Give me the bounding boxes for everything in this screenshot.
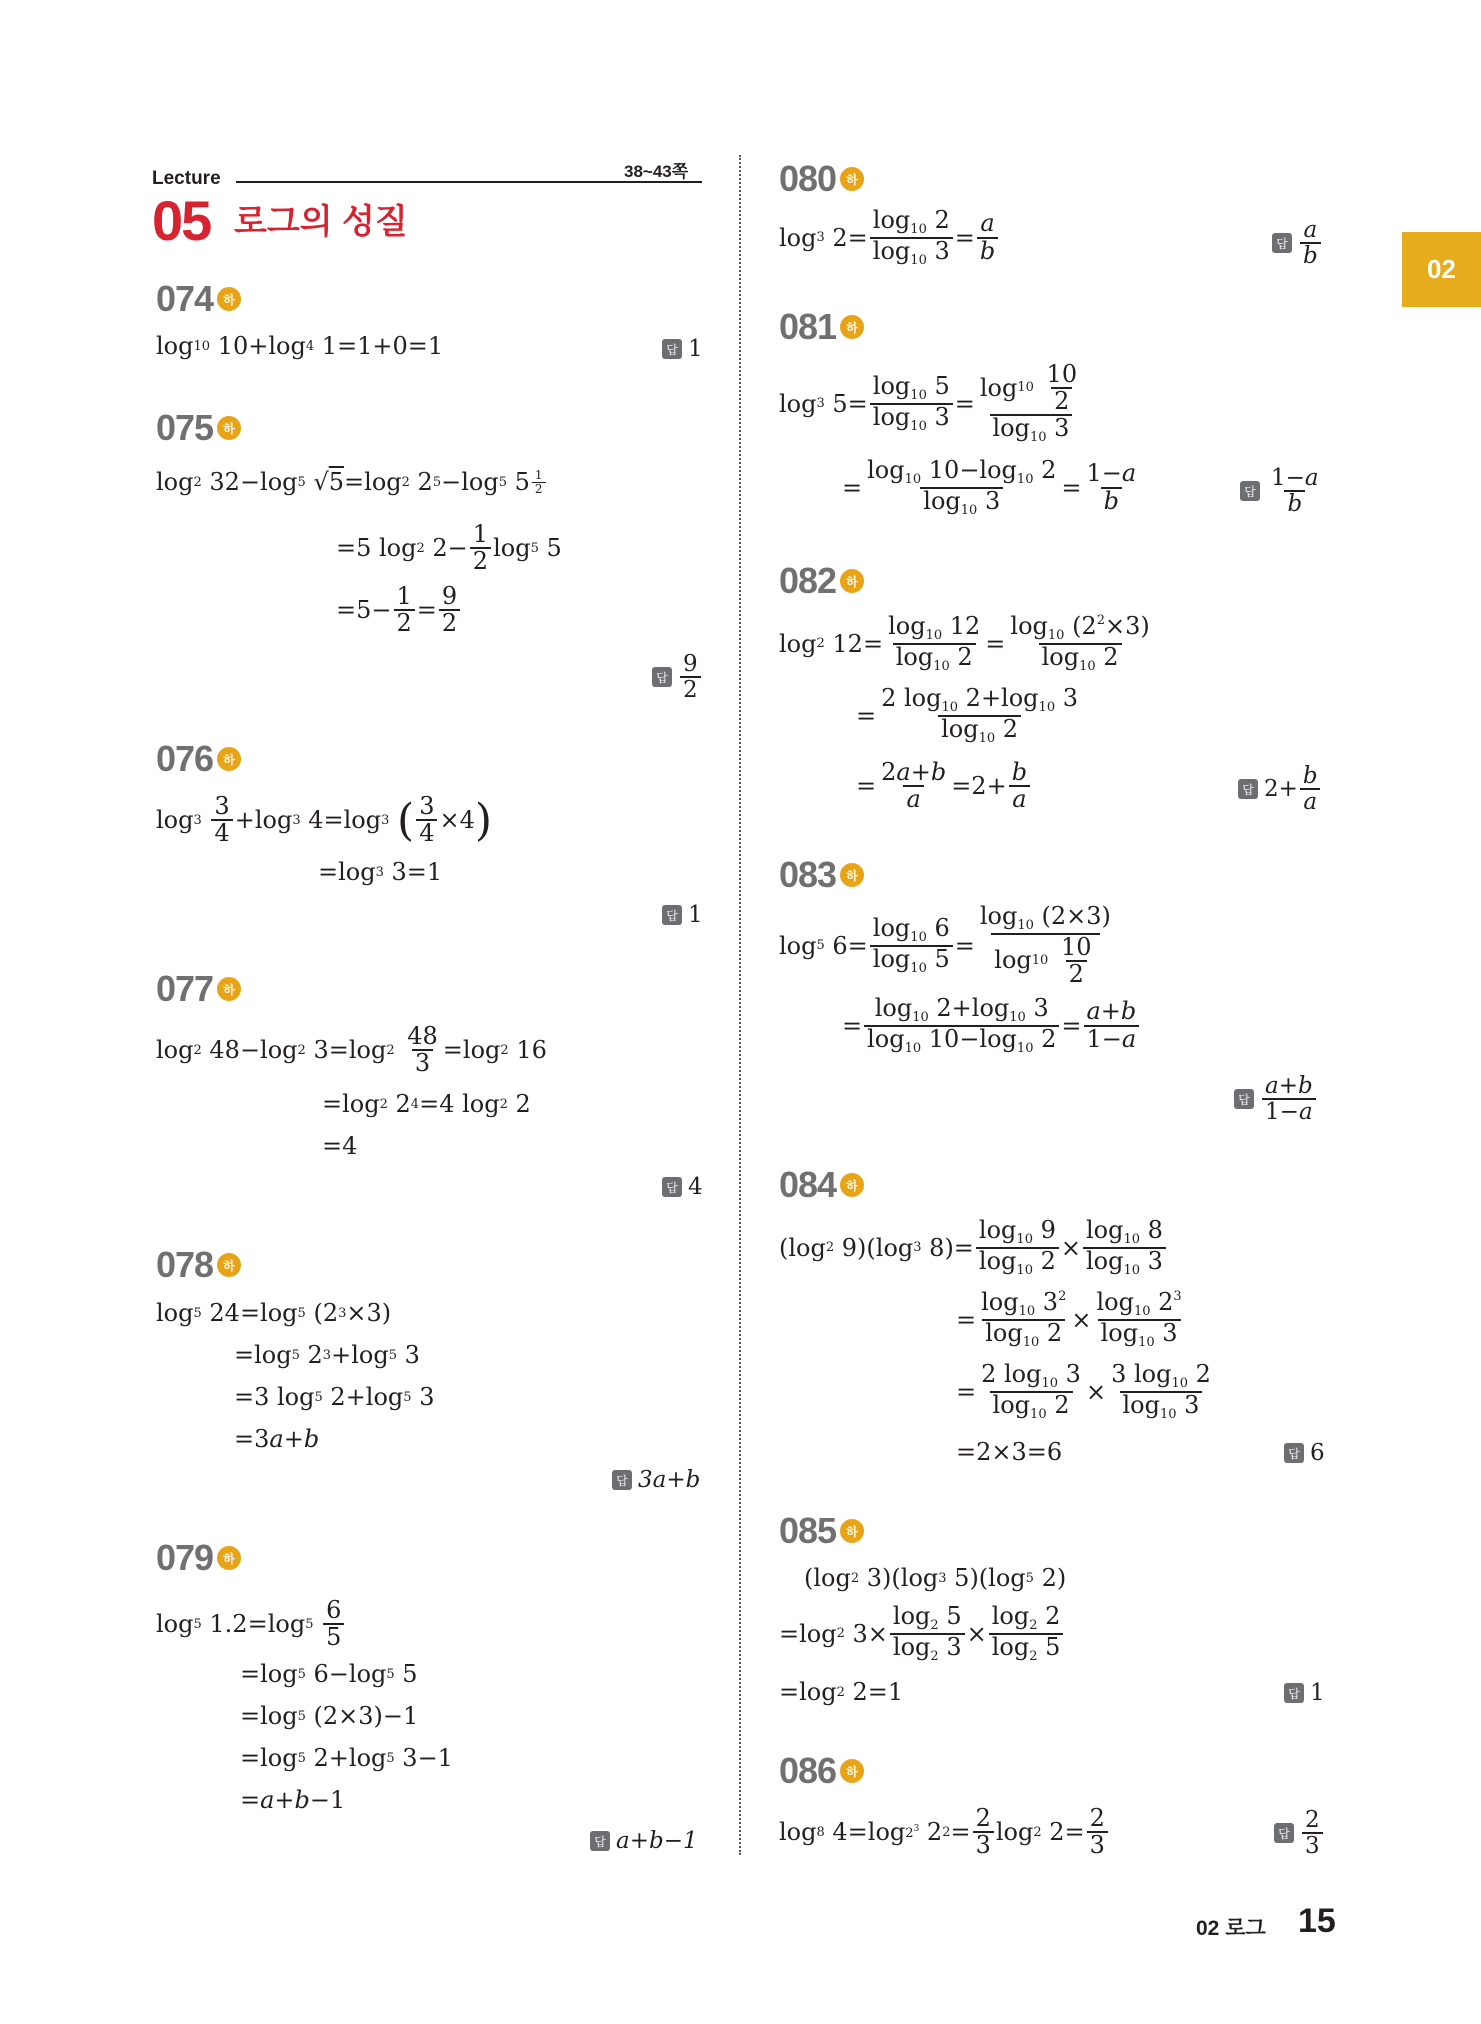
solution-line: = $\frac{\log_{10} 10-\log_{10} 2}{\log_{10} 3}$ = $\frac{1-a}{b}$ xyxy=(842,456,1137,518)
difficulty-badge: 하 xyxy=(840,1519,864,1543)
answer-icon: 답 xyxy=(1284,1443,1304,1463)
problem-number xyxy=(156,1244,241,1286)
answer xyxy=(1240,466,1324,516)
difficulty-badge: 하 xyxy=(840,167,864,191)
solution-line: log 2 12= $\frac{\log_{10} 12}{\log_{10} 2}$ = $\frac{\log_{10} (2^2\times 3)}{\log_{10} 2}$ xyxy=(779,612,1150,674)
answer-value: 3a+b xyxy=(638,1467,701,1493)
problem-number xyxy=(156,407,241,449)
answer-icon: 답 xyxy=(1240,481,1260,501)
difficulty-badge: 하 xyxy=(840,569,864,593)
lecture-number: 05 xyxy=(152,189,211,252)
answer xyxy=(662,336,703,362)
answer xyxy=(612,1467,700,1493)
solution-line: log 10 10+log 4 1=1+0=1 xyxy=(156,332,444,360)
lecture-title: 로그의 성질 xyxy=(234,203,408,241)
difficulty-badge: 하 xyxy=(217,287,241,311)
solution-line: = $\frac{2a+b}{a}$ =2+ $\frac{b}{a}$ xyxy=(856,760,1032,812)
solution-line: =log 5 6−log 5 5 xyxy=(240,1660,418,1688)
problem-id: 082 xyxy=(779,560,837,601)
answer-value: $\frac{9}{2}$ xyxy=(680,652,701,702)
problem-id: 077 xyxy=(156,968,214,1009)
problem-number xyxy=(779,854,864,896)
problem-number xyxy=(779,1510,864,1552)
solution-line: =log 2 2=1 xyxy=(779,1678,904,1706)
answer-icon: 답 xyxy=(662,339,682,359)
difficulty-badge: 하 xyxy=(840,863,864,887)
solution-line: =3 log 5 2+log 5 3 xyxy=(234,1383,435,1411)
answer xyxy=(652,652,703,702)
lecture-label: Lecture xyxy=(152,168,221,189)
answer-icon: 답 xyxy=(662,905,682,925)
answer-value: 2+ $\frac{b}{a}$ xyxy=(1264,764,1323,814)
problem-id: 075 xyxy=(156,407,214,448)
answer-icon: 답 xyxy=(1274,1823,1294,1843)
difficulty-badge: 하 xyxy=(840,1759,864,1783)
chapter-side-tab-label: 02 xyxy=(1427,254,1456,284)
solution-line: log 3 5= $\frac{\log_{10} 5}{\log_{10} 3}$ = log 10 $\frac{10}{2}$ $\log_{10} 3$ xyxy=(779,360,1078,446)
solution-line: =4 xyxy=(322,1132,358,1160)
solution-line: = $\frac{\log_{10} 2+\log_{10} 3}{\log_{10} 10-\log_{10} 2}$ = $\frac{a+b}{1-a}$ xyxy=(842,996,1141,1055)
chapter-side-tab xyxy=(1402,232,1481,307)
solution-line: =5 log 2 2− $\frac{1}{2}$ log 5 5 xyxy=(336,520,562,576)
page-range: 38~43쪽 xyxy=(624,162,689,181)
difficulty-badge: 하 xyxy=(217,977,241,1001)
solution-line: =log 2 2 4 =4 log 2 2 xyxy=(322,1090,531,1118)
answer xyxy=(1238,764,1323,814)
answer-icon: 답 xyxy=(612,1470,632,1490)
solution-line: =log 5 (2×3)−1 xyxy=(240,1702,419,1730)
problem-id: 080 xyxy=(779,158,837,199)
answer xyxy=(1284,1440,1325,1466)
problem-number xyxy=(779,560,864,602)
column-divider xyxy=(739,155,741,1855)
problem-number xyxy=(779,1164,864,1206)
solution-line: log 2 32−log 5 √ 5 =log 2 2 5 −log 5 5 $\frac{1}{2}$ xyxy=(156,468,548,496)
solution-line: log 5 1.2=log 5 $\frac{6}{5}$ xyxy=(156,1598,346,1650)
difficulty-badge: 하 xyxy=(840,315,864,339)
solution-line: (log 2 3)(log 3 5)(log 5 2) xyxy=(804,1564,1067,1592)
solution-line: = $\frac{\log_{10} 3^2}{\log_{10} 2}$ × $\frac{\log_{10} 2^3}{\log_{10} 3}$ xyxy=(956,1288,1182,1350)
difficulty-badge: 하 xyxy=(217,416,241,440)
problem-id: 078 xyxy=(156,1244,214,1285)
solution-line: =3 a + b xyxy=(234,1425,320,1453)
solution-line: = $\frac{2 \log_{10} 2+\log_{10} 3}{\log_{10} 2}$ xyxy=(856,684,1078,746)
problem-number xyxy=(779,306,864,348)
answer-value: $\frac{2}{3}$ xyxy=(1302,1808,1323,1858)
solution-line: =log 5 2 3 +log 5 3 xyxy=(234,1341,420,1369)
problem-id: 074 xyxy=(156,278,214,319)
problem-number xyxy=(156,968,241,1010)
difficulty-badge: 하 xyxy=(840,1173,864,1197)
answer xyxy=(662,902,703,928)
problem-id: 085 xyxy=(779,1510,837,1551)
problem-number xyxy=(779,1750,864,1792)
answer xyxy=(662,1174,703,1200)
answer-icon: 답 xyxy=(1272,233,1292,253)
answer-value: 1 xyxy=(688,902,703,928)
answer-icon: 답 xyxy=(662,1177,682,1197)
solution-line: log 2 48−log 2 3=log 2 $\frac{48}{3}$ =log 2 16 xyxy=(156,1022,547,1078)
problem-id: 076 xyxy=(156,738,214,779)
answer-icon: 답 xyxy=(1284,1683,1304,1703)
solution-line: =log 3 3=1 xyxy=(318,858,443,886)
solution-line: (log 2 9)(log 3 8)= $\frac{\log_{10} 9}{\log_{10} 2}$ × $\frac{\log_{10} 8}{\log_{10} 3}$ xyxy=(779,1218,1168,1277)
answer-value: $\frac{a+b}{1-a}$ xyxy=(1262,1074,1316,1124)
difficulty-badge: 하 xyxy=(217,1546,241,1570)
solution-line: =log 2 3× $\frac{\log_2 5}{\log_2 3}$ × $\frac{\log_2 2}{\log_2 5}$ xyxy=(779,1604,1065,1663)
answer xyxy=(1234,1074,1318,1124)
footer-chapter: 02 로그 xyxy=(1196,1917,1266,1940)
solution-line: =2×3=6 xyxy=(956,1438,1063,1466)
answer-value: a+b−1 xyxy=(616,1828,698,1854)
problem-number xyxy=(779,158,864,200)
answer xyxy=(1274,1808,1325,1858)
solution-line: log 8 4=log $2^3$ 2 2 = $\frac{2}{3}$ log 2 2= $\frac{2}{3}$ xyxy=(779,1806,1110,1858)
solution-line: =5− $\frac{1}{2}$ = $\frac{9}{2}$ xyxy=(336,584,462,636)
problem-number xyxy=(156,278,241,320)
solution-line: log 3 2= $\frac{\log_{10} 2}{\log_{10} 3}$ = $\frac{a}{b}$ xyxy=(779,208,1000,267)
problem-number xyxy=(156,738,241,780)
answer xyxy=(1284,1680,1325,1706)
answer-value: 6 xyxy=(1310,1440,1325,1466)
problem-id: 083 xyxy=(779,854,837,895)
solution-line: log 5 24=log 5 (2 3 ×3) xyxy=(156,1299,392,1327)
answer-icon: 답 xyxy=(1238,779,1258,799)
answer-icon: 답 xyxy=(652,667,672,687)
answer xyxy=(590,1828,698,1854)
solution-line: log 3 $\frac{3}{4}$ +log 3 4=log 3 ( $\frac{3}{4}$ ×4 ) xyxy=(156,792,493,848)
answer-value: 1 xyxy=(688,336,703,362)
problem-id: 084 xyxy=(779,1164,837,1205)
problem-id: 079 xyxy=(156,1537,214,1578)
answer-icon: 답 xyxy=(1234,1089,1254,1109)
solution-line: log 5 6= $\frac{\log_{10} 6}{\log_{10} 5}$ = $\log_{10} (2\times 3)$ log 10 $\frac{10}{2}$ xyxy=(779,902,1111,988)
solution-line: = a + b −1 xyxy=(240,1786,346,1814)
solution-line: = $\frac{2 \log_{10} 3}{\log_{10} 2}$ × $\frac{3 \log_{10} 2}{\log_{10} 3}$ xyxy=(956,1360,1211,1422)
difficulty-badge: 하 xyxy=(217,1253,241,1277)
answer-value: 1 xyxy=(1310,1680,1325,1706)
problem-id: 086 xyxy=(779,1750,837,1791)
answer-value: $\frac{a}{b}$ xyxy=(1300,218,1321,268)
difficulty-badge: 하 xyxy=(217,747,241,771)
problem-id: 081 xyxy=(779,306,837,347)
answer-value: $\frac{1-a}{b}$ xyxy=(1271,465,1319,518)
solution-line: =log 5 2+log 5 3−1 xyxy=(240,1744,453,1772)
problem-number xyxy=(156,1537,241,1579)
answer-icon: 답 xyxy=(590,1831,610,1851)
page-number: 15 xyxy=(1298,1902,1336,1940)
answer-value: 4 xyxy=(688,1174,703,1200)
answer xyxy=(1272,218,1323,268)
